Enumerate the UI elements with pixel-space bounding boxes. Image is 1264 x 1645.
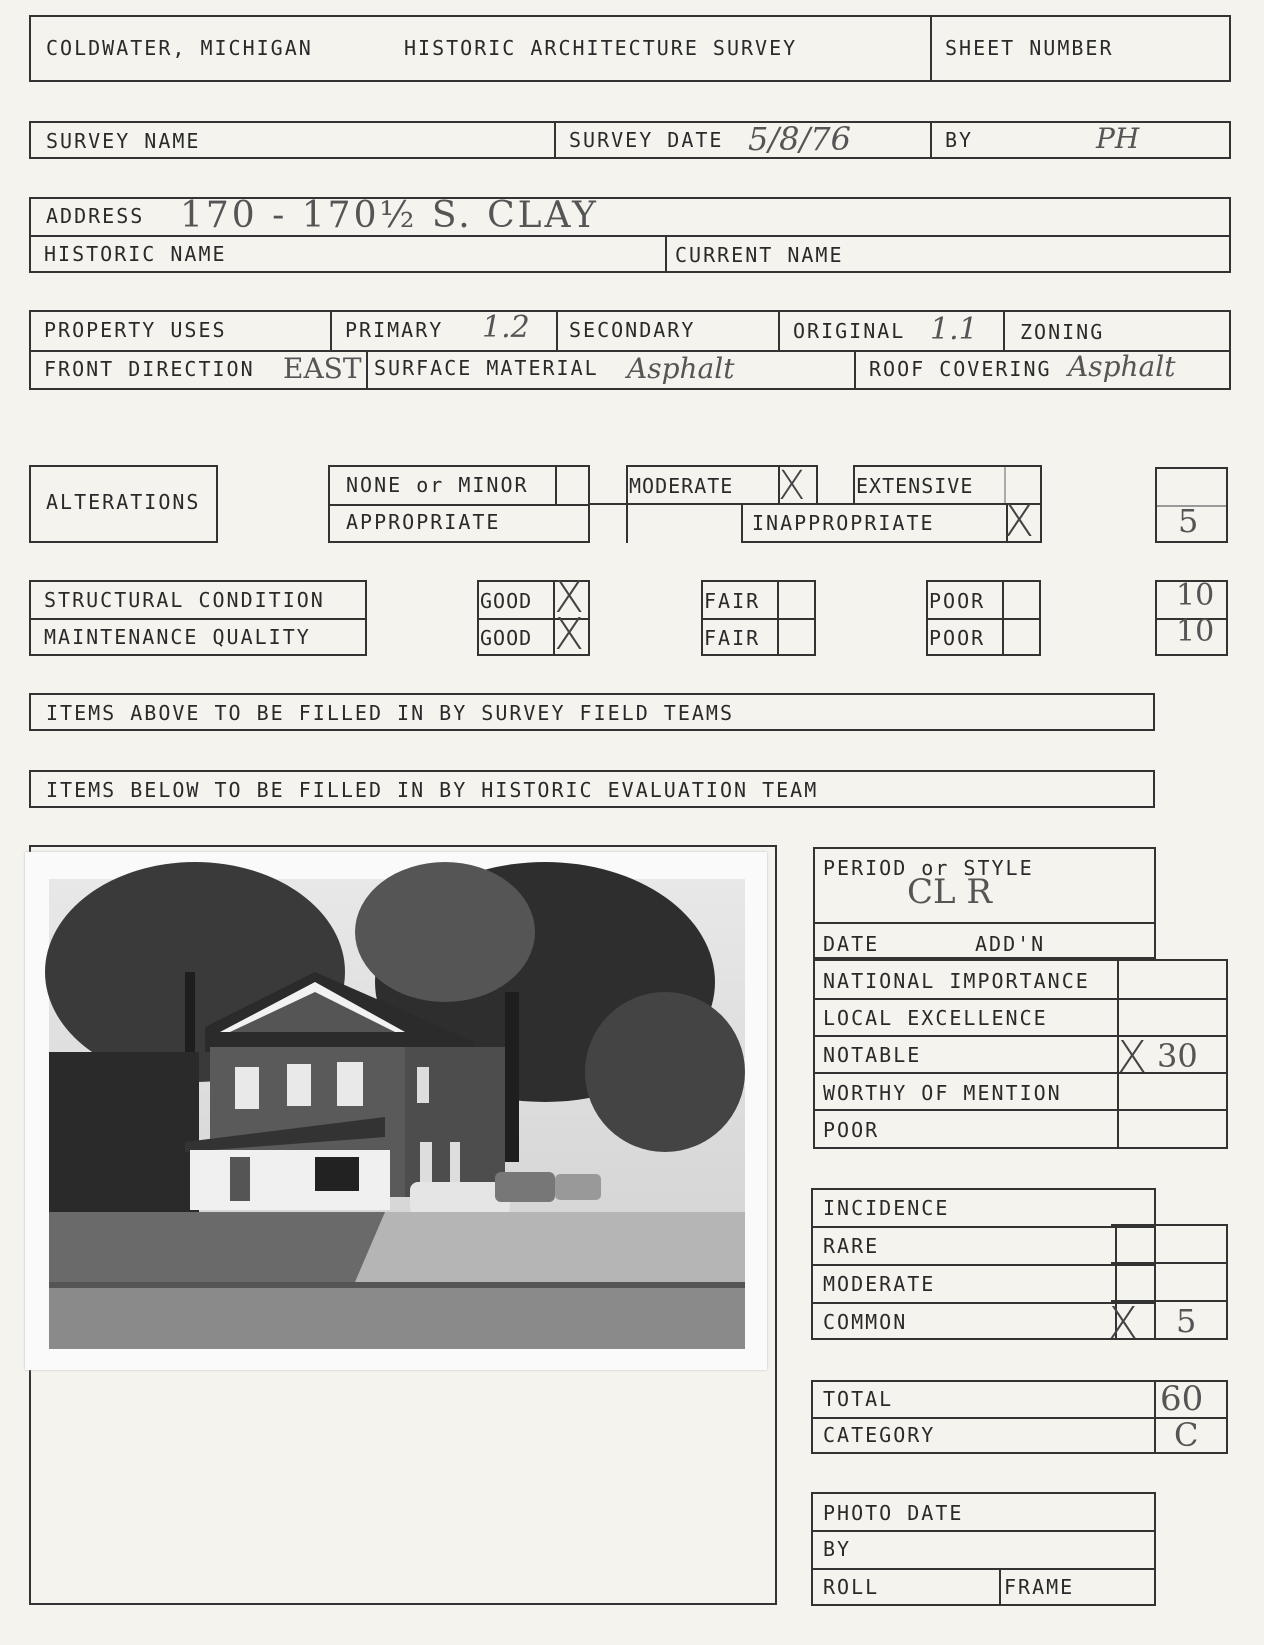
roof-covering-label: ROOF COVERING <box>869 357 1052 381</box>
common-mark: X <box>1108 1298 1139 1349</box>
notable-label: NOTABLE <box>823 1043 922 1067</box>
total-label: TOTAL <box>823 1387 894 1411</box>
front-direction-value: EAST <box>283 352 362 385</box>
local-excellence-label: LOCAL EXCELLENCE <box>823 1006 1048 1030</box>
common-label: COMMON <box>823 1310 908 1334</box>
eval-poor-label: POOR <box>823 1118 880 1142</box>
zoning-label: ZONING <box>1020 320 1105 344</box>
primary-label: PRIMARY <box>345 318 444 342</box>
note-below: ITEMS BELOW TO BE FILLED IN BY HISTORIC EVALUATION TEAM <box>46 778 819 802</box>
appropriate-label: APPROPRIATE <box>346 510 501 534</box>
sheet-number-label: SHEET NUMBER <box>945 36 1114 60</box>
primary-value: 1.2 <box>482 310 530 345</box>
incidence-label: INCIDENCE <box>823 1196 950 1220</box>
survey-name-label: SURVEY NAME <box>46 129 201 153</box>
common-score: 5 <box>1176 1302 1197 1340</box>
front-direction-label: FRONT DIRECTION <box>44 357 255 381</box>
rare-label: RARE <box>823 1234 880 1258</box>
extensive-label: EXTENSIVE <box>856 474 974 498</box>
structural-fair-label: FAIR <box>704 589 761 613</box>
total-value: 60 <box>1160 1379 1204 1419</box>
current-name-label: CURRENT NAME <box>675 243 844 267</box>
house-photograph <box>25 852 767 1370</box>
maintenance-good-label: GOOD <box>480 626 533 650</box>
alt-moderate-label: MODERATE <box>629 474 734 498</box>
original-label: ORIGINAL <box>793 319 906 343</box>
structural-good-mark: X <box>554 572 585 623</box>
period-label: PERIOD or STYLE <box>823 856 1034 880</box>
date-label: DATE <box>823 932 880 956</box>
surface-material-value: Asphalt <box>627 352 735 385</box>
note-above: ITEMS ABOVE TO BE FILLED IN BY SURVEY FIELD TEAMS <box>46 701 735 725</box>
notable-score: 30 <box>1157 1037 1198 1075</box>
house-photo-image <box>25 852 767 1370</box>
category-value: C <box>1174 1416 1199 1454</box>
roof-covering-value: Asphalt <box>1068 350 1176 383</box>
secondary-label: SECONDARY <box>569 318 696 342</box>
survey-date-label: SURVEY DATE <box>569 128 724 152</box>
frame-label: FRAME <box>1004 1575 1075 1599</box>
surface-material-label: SURFACE MATERIAL <box>374 356 599 380</box>
maintenance-quality-label: MAINTENANCE QUALITY <box>44 625 311 649</box>
maintenance-score: 10 <box>1176 614 1215 649</box>
roll-label: ROLL <box>823 1575 880 1599</box>
photo-by-label: BY <box>823 1537 852 1561</box>
property-uses-label: PROPERTY USES <box>44 318 227 342</box>
city-label: COLDWATER, MICHIGAN <box>46 36 313 60</box>
by-value: PH <box>1096 122 1140 155</box>
inc-moderate-label: MODERATE <box>823 1272 936 1296</box>
worthy-label: WORTHY OF MENTION <box>823 1081 1062 1105</box>
structural-condition-label: STRUCTURAL CONDITION <box>44 588 325 612</box>
structural-poor-label: POOR <box>929 589 986 613</box>
historic-name-label: HISTORIC NAME <box>44 242 227 266</box>
inappropriate-label: INAPPROPRIATE <box>752 511 935 535</box>
alt-moderate-mark: X <box>778 463 806 509</box>
structural-score: 10 <box>1176 578 1215 613</box>
none-minor-label: NONE or MINOR <box>346 473 529 497</box>
address-value: 170 - 170½ S. CLAY <box>180 195 599 236</box>
address-label: ADDRESS <box>46 204 145 228</box>
photo-date-label: PHOTO DATE <box>823 1501 964 1525</box>
survey-title: HISTORIC ARCHITECTURE SURVEY <box>404 36 798 60</box>
survey-date-value: 5/8/76 <box>748 120 851 158</box>
maintenance-fair-label: FAIR <box>704 626 761 650</box>
structural-good-label: GOOD <box>480 589 533 613</box>
maintenance-poor-label: POOR <box>929 626 986 650</box>
national-importance-label: NATIONAL IMPORTANCE <box>823 969 1090 993</box>
addn-label: ADD'N <box>975 932 1046 956</box>
by-label: BY <box>945 128 974 152</box>
category-label: CATEGORY <box>823 1423 936 1447</box>
alterations-label: ALTERATIONS <box>46 490 201 514</box>
inappropriate-mark: X <box>1004 496 1035 547</box>
alterations-score: 5 <box>1178 502 1199 540</box>
original-value: 1.1 <box>930 312 978 347</box>
notable-mark: X <box>1117 1032 1148 1083</box>
maintenance-good-mark: X <box>554 609 585 660</box>
period-value: CL R <box>907 872 992 912</box>
